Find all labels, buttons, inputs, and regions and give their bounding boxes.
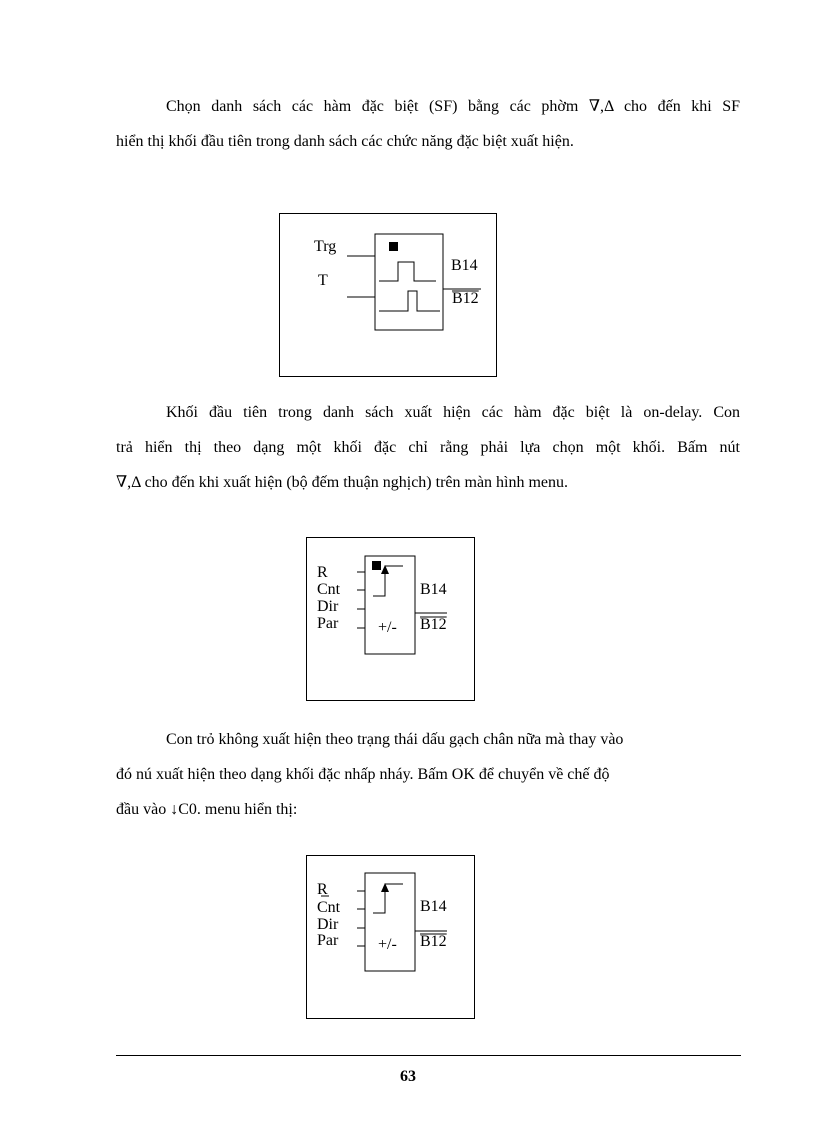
up-arrow-icon (373, 566, 403, 596)
input-cnt-label: Cnt (317, 581, 341, 598)
delayed-pulse-waveform-icon (379, 291, 440, 311)
input-cnt-label: Cnt (317, 899, 341, 916)
input-t-label: T (318, 272, 328, 289)
input-par-label: Par (317, 932, 339, 949)
input-r-label: R (317, 881, 328, 898)
input-par-label: Par (317, 615, 339, 632)
input-r-label: R (317, 564, 328, 581)
output-b14-label: B14 (420, 898, 447, 915)
paragraph-2-line-1: Khối đầu tiên trong danh sách xuất hiện các hàm đặc biệt là on-delay. Con (166, 404, 740, 421)
paragraph-3-line-2: đó nú xuất hiện theo dạng khối đặc nhấp nháy. Bấm OK để chuyển về chế độ (116, 766, 610, 783)
cursor-block-icon (372, 561, 381, 570)
counter-symbol: +/- (378, 936, 397, 953)
paragraph-2 (116, 395, 740, 500)
paragraph-3-line-3: đầu vào ↓C0. menu hiển thị: (116, 801, 298, 818)
paragraph-2-line-3: ∇,Δ cho đến khi xuất hiện (bộ đếm thuận nghịch) trên màn hình menu. (116, 474, 569, 491)
pulse-waveform-icon (379, 262, 436, 281)
paragraph-1-line-1: Chọn danh sách các hàm đặc biệt (SF) bằng các phờm ∇,Δ cho đến khi SF (166, 98, 740, 115)
up-arrow-icon (373, 884, 403, 913)
counter-symbol: +/- (378, 619, 397, 636)
paragraph-1 (116, 89, 740, 159)
output-b12-label: B12 (452, 290, 479, 307)
paragraph-3-line-1: Con trỏ không xuất hiện theo trạng thái dấu gạch chân nữa mà thay vào (166, 731, 624, 748)
footer-divider (116, 1055, 741, 1056)
on-delay-diagram (279, 213, 497, 377)
input-trg-label: Trg (314, 238, 337, 255)
input-dir-label: Dir (317, 916, 339, 933)
counter-selected-diagram (306, 537, 475, 701)
paragraph-1-line-2: hiển thị khối đầu tiên trong danh sách các chức năng đặc biệt xuất hiện. (116, 133, 574, 150)
page-number: 63 (400, 1068, 416, 1085)
cursor-block-icon (389, 242, 398, 251)
counter-input-diagram (306, 855, 475, 1019)
output-b12-label: B12 (420, 933, 447, 950)
output-b14-label: B14 (420, 581, 447, 598)
paragraph-2-line-2: trả hiển thị theo dạng một khối đặc chỉ rằng phải lựa chọn một khối. Bấm nút (116, 439, 740, 456)
paragraph-3 (116, 722, 740, 827)
input-dir-label: Dir (317, 598, 339, 615)
output-b12-label: B12 (420, 616, 447, 633)
output-b14-label: B14 (451, 257, 478, 274)
